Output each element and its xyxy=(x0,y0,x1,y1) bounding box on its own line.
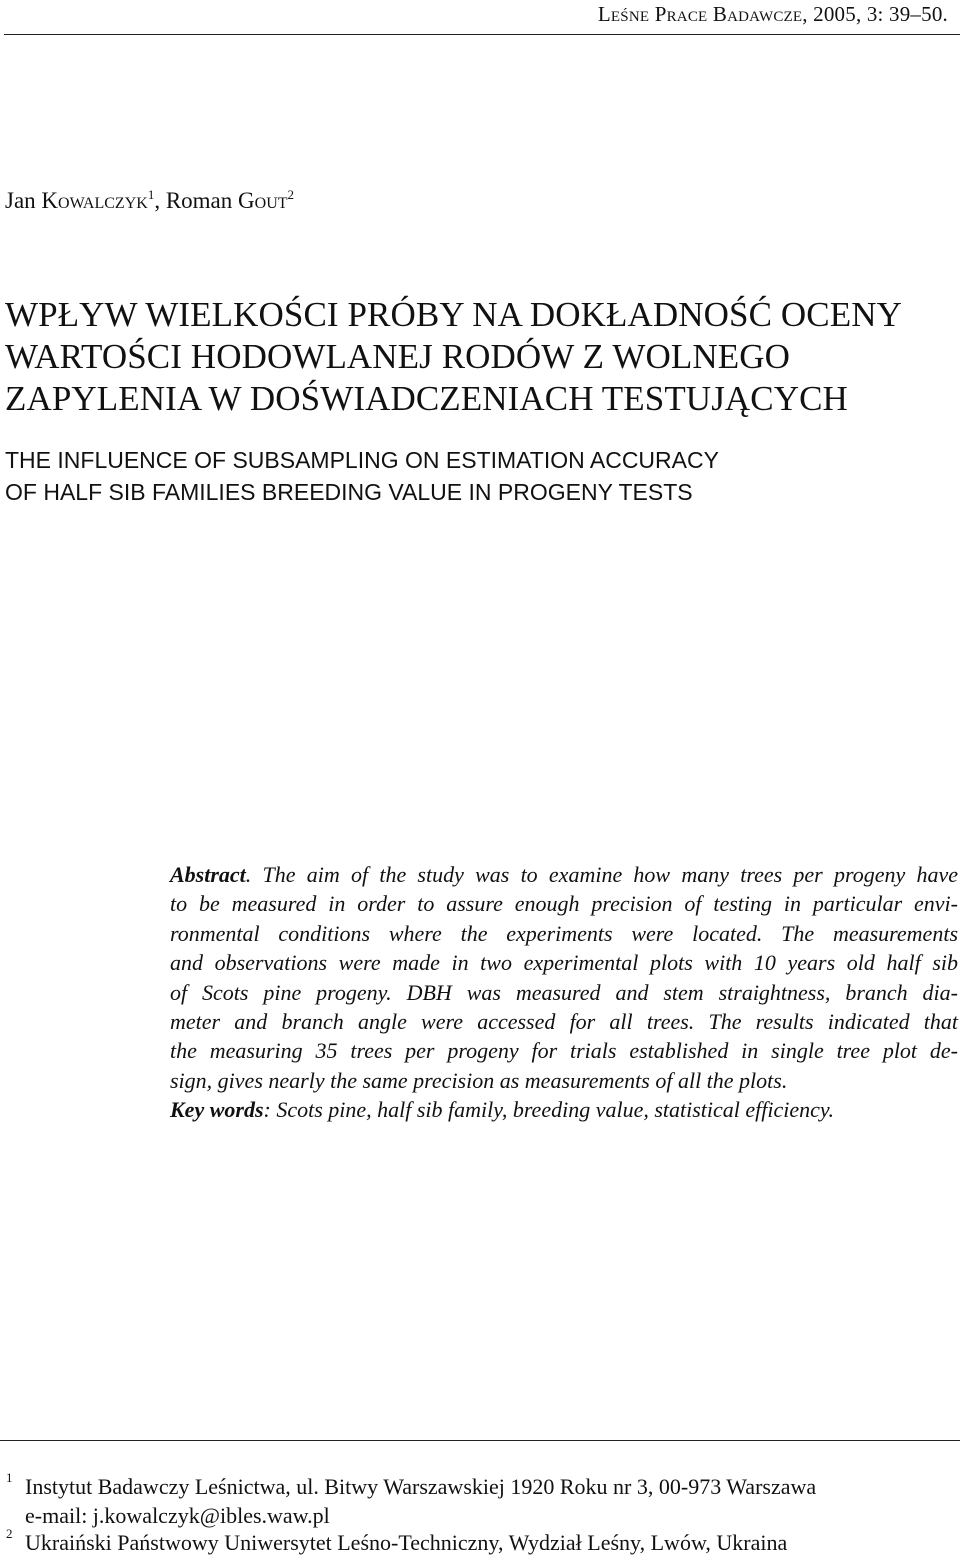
title-polish-line-3: ZAPYLENIA W DOŚWIADCZENIACH TESTUJĄCYCH xyxy=(5,379,848,418)
footnote-rule xyxy=(0,1440,960,1441)
author-2-affiliation-mark: 2 xyxy=(287,187,295,202)
author-1-affiliation-mark: 1 xyxy=(147,187,155,202)
journal-name-part1-rest: eśne xyxy=(610,2,650,26)
footnote-email-text: e-mail: j.kowalczyk@ibles.waw.pl xyxy=(25,1503,330,1528)
title-english xyxy=(5,444,955,508)
footnote-1-mark: 1 xyxy=(6,1470,13,1485)
footnote-2-text: Ukraiński Państwowy Uniwersytet Leśno-Techniczny, Wydział Leśny, Lwów, Ukraina xyxy=(25,1530,788,1555)
author-separator: , xyxy=(154,188,166,213)
journal-name-part2-rest: race xyxy=(666,2,708,26)
title-english-line-1: THE INFLUENCE OF SUBSAMPLING ON ESTIMATION ACCURACY xyxy=(5,447,719,473)
title-polish-line-2: WARTOŚCI HODOWLANEJ RODÓW Z WOLNEGO xyxy=(5,337,790,376)
abstract-line-7: the measuring 35 trees per progeny for trials established in single tree plot de- xyxy=(170,1038,958,1064)
title-english-line-2: OF HALF SIB FAMILIES BREEDING VALUE IN PROGENY TESTS xyxy=(5,479,693,505)
author-1-surname-rest: owalczyk xyxy=(58,188,148,213)
abstract-line-4: and observations were made in two experimental plots with 10 years old half sib xyxy=(170,950,958,976)
keywords-line xyxy=(170,1095,958,1124)
abstract-line-3: ronmental conditions where the experiments were located. The measurements xyxy=(170,920,958,946)
running-header xyxy=(598,2,948,27)
abstract-line-5: of Scots pine progeny. DBH was measured and stem straightness, branch dia- xyxy=(170,979,958,1005)
abstract-label: Abstract xyxy=(170,862,246,887)
author-1-surname-initial: K xyxy=(41,188,59,213)
abstract-line-6: meter and branch angle were accessed for all trees. The results indicated that xyxy=(170,1009,958,1035)
author-line xyxy=(5,188,294,214)
journal-name-part1-initial: L xyxy=(597,2,611,26)
keywords-text: : Scots pine, half sib family, breeding value, statistical efficiency. xyxy=(263,1097,834,1123)
journal-citation: , 2005, 3: 39–50. xyxy=(802,2,948,26)
abstract-line-1 xyxy=(170,860,958,889)
footnote-1-text: Instytut Badawczy Leśnictwa, ul. Bitwy Warszawskiej 1920 Roku nr 3, 00-973 Warszawa xyxy=(25,1474,817,1499)
abstract xyxy=(170,860,958,1125)
author-2-surname-initial: G xyxy=(238,188,255,213)
keywords-label: Key words xyxy=(170,1097,264,1123)
journal-name-part3-rest: adawcze xyxy=(727,2,803,26)
journal-name-part2-initial: P xyxy=(654,2,667,26)
title-polish-line-1: WPŁYW WIELKOŚCI PRÓBY NA DOKŁADNOŚĆ OCENY xyxy=(5,295,902,334)
journal-name-part3-initial: B xyxy=(712,2,728,26)
abstract-line-1-text: . The aim of the study was to examine how many trees per progeny have xyxy=(245,862,958,887)
footnote-2-mark: 2 xyxy=(6,1526,13,1541)
abstract-line-8: sign, gives nearly the same precision as measurements of all the plots. xyxy=(170,1067,788,1093)
author-2-surname-rest: out xyxy=(254,188,288,213)
header-rule xyxy=(4,34,960,35)
abstract-line-2: to be measured in order to assure enough precision of testing in particular envi- xyxy=(170,891,958,917)
author-1-given: Jan xyxy=(5,188,42,213)
title-polish xyxy=(5,294,955,420)
author-2-given: Roman xyxy=(165,188,239,213)
